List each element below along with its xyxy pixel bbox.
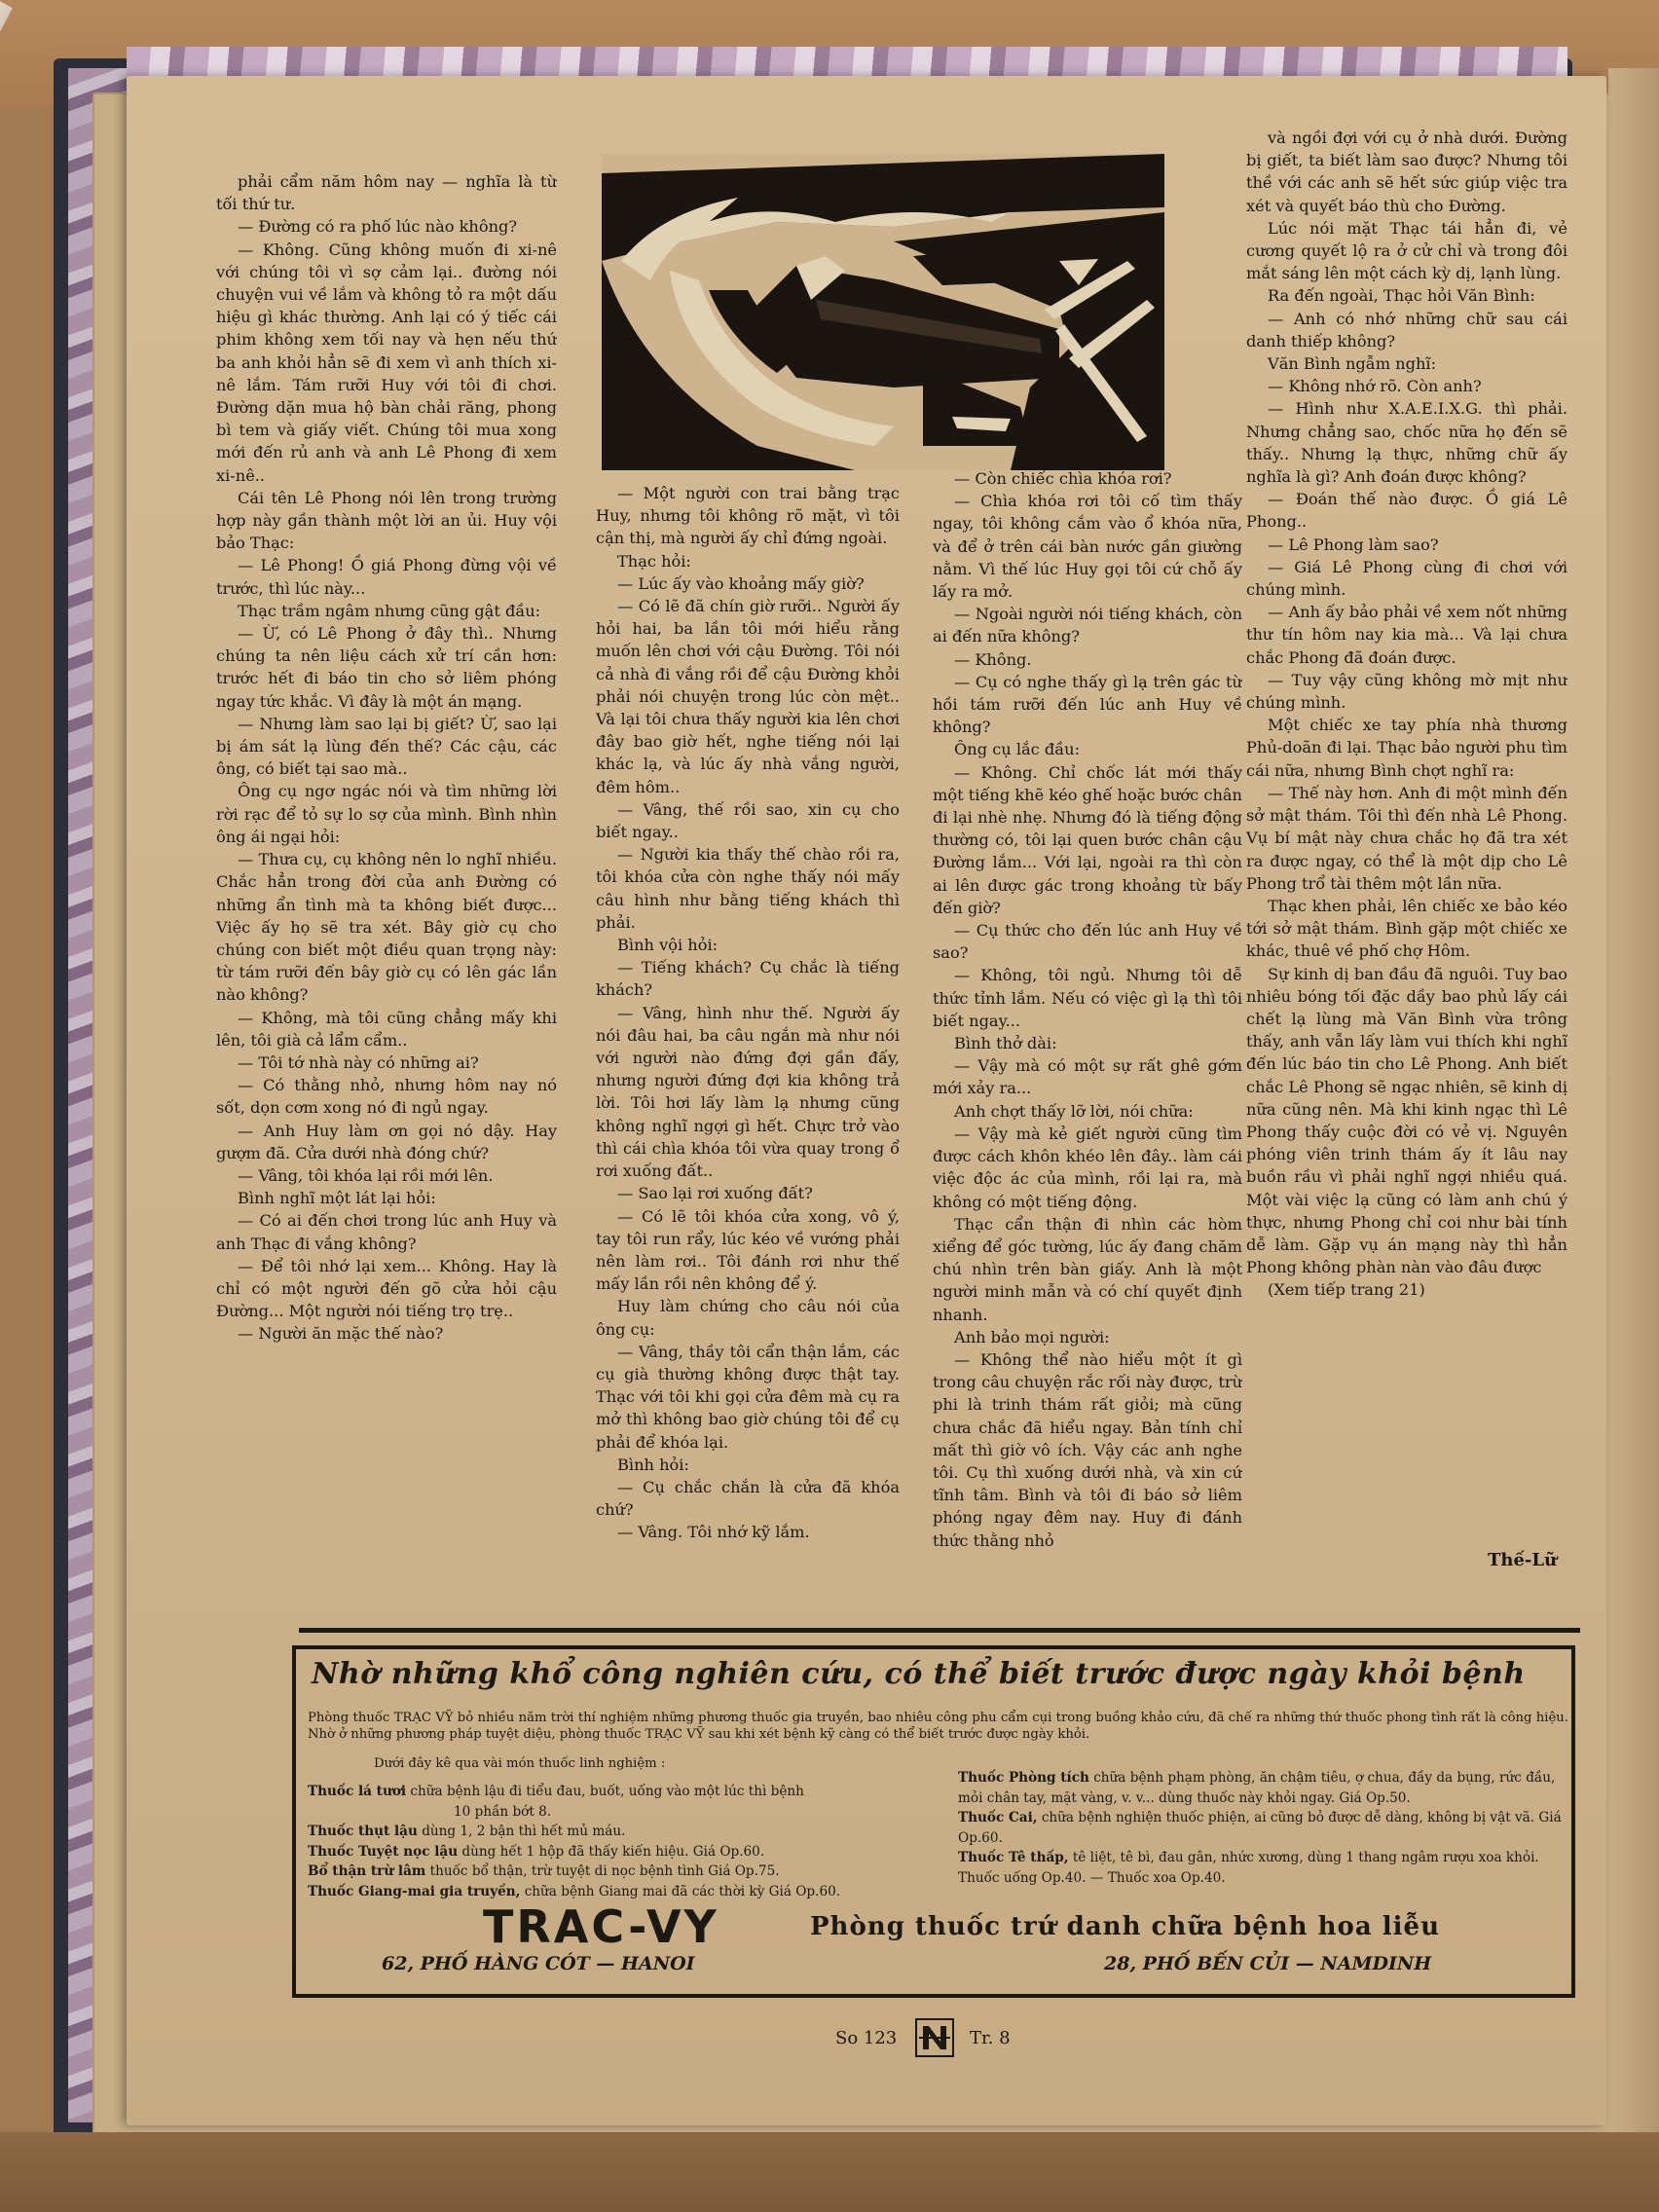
article-paragraph: Thạc trầm ngâm nhưng cũng gật đầu: (238, 601, 541, 620)
remedy-name: Thuốc Tê thấp, (958, 1850, 1069, 1865)
article-paragraph: Thạc cẩn thận đi nhìn các hòm xiểng để góc tường, lúc ấy đang chăm chú nhìn trên bàn giấy. Anh là một người minh mẫn và có chí quyết định nhanh. (933, 1214, 1242, 1324)
remedy-description: 10 phần bớt 8. (454, 1803, 552, 1820)
article-paragraph: Ra đến ngoài, Thạc hỏi Văn Bình: (1268, 286, 1535, 306)
address-hanoi: 62, PHỐ HÀNG CÓT — HANOI (382, 1953, 695, 1974)
article-paragraph: Huy làm chứng cho câu nói của ông cụ: (596, 1297, 900, 1339)
remedy-name: Thuốc Cai, (958, 1810, 1038, 1825)
article-paragraph: Văn Bình ngẫm nghĩ: (1268, 354, 1437, 374)
article-column-3 (933, 467, 1242, 1611)
advertisement-box (292, 1645, 1575, 1998)
article-paragraph: — Không thể nào hiểu một ít gì trong câu chuyện rắc rối này được, trừ phi là trinh thám rất giỏi; mà cũng chưa chắc đã hiểu ngay. Bản tính chỉ mất thì giờ vô ích. Vậy các anh nghe tôi. Cụ thì xuống dưới nhà, và xin cứ tĩnh tâm. Bình và tôi đi báo sở liêm phóng ngay đêm nay. Huy đi đánh thức thằng nhỏ (933, 1349, 1242, 1550)
article-paragraph: — Người kia thấy thế chào rồi ra, tôi khóa cửa còn nghe thấy nói mấy câu hình như bằng tiếng khách thì phải. (596, 845, 900, 932)
article-paragraph: — Sao lại rơi xuống đất? (617, 1184, 813, 1203)
article-paragraph: — Có lẽ tôi khóa cửa xong, vô ý, tay tôi run rẩy, lúc kéo về vướng phải nên làm rơi.. Tôi đánh rơi như thế mấy lần rồi nên không để ý. (596, 1206, 900, 1294)
article-paragraph: — Đoán thế nào được. Ồ giá Lê Phong.. (1246, 490, 1567, 532)
remedy-name: Thuốc thụt lậu (308, 1824, 418, 1839)
article-paragraph: — Cụ thức cho đến lúc anh Huy về sao? (933, 921, 1242, 963)
article-paragraph: — Lúc ấy vào khoảng mấy giờ? (617, 573, 865, 593)
article-column-4 (1246, 127, 1567, 1587)
remedy-item (958, 1768, 1571, 1808)
ad-headline: Nhờ những khổ công nghiên cứu, có thể biết trước được ngày khỏi bệnh (312, 1657, 1526, 1691)
remedy-item (308, 1822, 931, 1842)
article-paragraph: — Anh có nhớ những chữ sau cái danh thiếp không? (1246, 309, 1567, 350)
article-paragraph: Bình hỏi: (617, 1455, 689, 1474)
remedy-item (958, 1848, 1571, 1888)
article-paragraph: — Không, tôi ngủ. Nhưng tôi dễ thức tỉnh lắm. Nếu có việc gì lạ thì tôi biết ngay... (933, 966, 1242, 1030)
brand-name: TRAC-VY (483, 1900, 719, 1953)
issue-number: So 123 (835, 2028, 898, 2048)
remedy-description: chữa bệnh Giang mai đã các thời kỳ Giá Op.60. (524, 1883, 841, 1899)
article-paragraph: — Để tôi nhớ lại xem... Không. Hay là chỉ có một người đến gõ cửa hỏi cậu Đường... Một người nói tiếng trọ trẹ.. (216, 1256, 557, 1321)
article-paragraph: — Cụ có nghe thấy gì lạ trên gác từ hồi tám rưỡi đến lúc anh Huy về không? (933, 672, 1242, 737)
article-paragraph: — Thưa cụ, cụ không nên lo nghĩ nhiều. Chắc hẳn trong đời của anh Đường có những ẩn tình mà ta không biết được... Việc ấy họ sẽ tra xét. Bây giờ cụ cho chúng con biết một điều quan trọng này: từ tám rưỡi đến bây giờ cụ có lên gác lần nào không? (216, 850, 557, 1005)
article-paragraph: (Xem tiếp trang 21) (1268, 1280, 1425, 1300)
remedy-item (308, 1882, 931, 1902)
article-paragraph: Thạc khen phải, lên chiếc xe bảo kéo tới sở mật thám. Bình gặp một chiếc xe khác, thuê về phố chợ Hôm. (1246, 896, 1567, 961)
woodcut-illustration (602, 154, 1164, 470)
article-paragraph: — Hình như X.A.E.I.X.G. thì phải. Nhưng chẳng sao, chốc nữa họ đến sẽ thấy.. Nhưng lạ thực, những chữ ấy nghĩa là gì? Anh đoán được không? (1246, 399, 1567, 487)
remedy-description: chữa bệnh lậu đi tiểu đau, buốt, uống vào một lúc thì bệnh (410, 1784, 804, 1799)
remedy-description: chữa bệnh phạm phòng, ăn chậm tiêu, ợ chua, đầy da bụng, rức đầu, mỏi chân tay, mặt vàng, v. v... dùng thuốc này khỏi ngay. Giá Op.50. (958, 1770, 1556, 1806)
page-number: Tr. 8 (970, 2028, 1011, 2048)
article-paragraph: — Nhưng làm sao lại bị giết? Ừ, sao lại bị ám sát lạ lùng đến thế? Các cậu, các ông, có biết tại sao mà.. (216, 714, 557, 779)
remedy-item (308, 1842, 931, 1862)
article-paragraph: — Tiếng khách? Cụ chắc là tiếng khách? (596, 958, 900, 1000)
article-paragraph: — Còn chiếc chìa khóa rơi? (954, 469, 1172, 488)
remedy-description: chữa bệnh nghiện thuốc phiện, ai cũng bỏ được dễ dàng, không bị vật vã. Giá Op.60. (958, 1810, 1562, 1846)
ad-subintro: Dưới đây kê qua vài món thuốc linh nghiệm : (374, 1756, 666, 1771)
remedy-description: tê liệt, tê bì, đau gân, nhức xương, dùng 1 thang ngâm rượu xoa khỏi. Thuốc uống Op.40. — Thuốc xoa Op.40. (958, 1850, 1539, 1886)
article-paragraph: — Ngoài người nói tiếng khách, còn ai đến nữa không? (933, 605, 1242, 646)
article-paragraph: — Đường có ra phố lúc nào không? (238, 217, 518, 237)
article-paragraph: — Có lẽ đã chín giờ rưỡi.. Người ấy hỏi hai, ba lần tôi mới hiểu rằng muốn lên chơi với cậu Đường. Tôi nói cả nhà đi vắng rồi để cậu Đường khỏi phải nói chuyện trong lúc còn mệt.. Và lại tôi chưa thấy người kia lên chơi đây bao giờ hết, nghe tiếng nói lại khác lạ, và lúc ấy nhà vắng người, đêm hôm.. (596, 597, 900, 796)
article-paragraph: — Anh ấy bảo phải về xem nốt những thư tín hôm nay kia mà... Và lại chưa chắc Phong đã đoán được. (1246, 603, 1567, 667)
article-paragraph: — Lê Phong! Ồ giá Phong đừng vội về trước, thì lúc này... (216, 556, 557, 598)
article-paragraph: Anh bảo mọi người: (954, 1327, 1110, 1346)
article-paragraph: Bình nghĩ một lát lại hỏi: (238, 1189, 436, 1208)
article-paragraph: Bình vội hỏi: (617, 936, 719, 955)
article-paragraph: Lúc nói mặt Thạc tái hẳn đi, vẻ cương quyết lộ ra ở cử chỉ và trong đôi mắt sáng lên một cách kỳ dị, lạnh lùng. (1246, 218, 1567, 283)
article-paragraph: — Tuy vậy cũng không mờ mịt như chúng mình. (1246, 670, 1567, 713)
article-paragraph: Cái tên Lê Phong nói lên trong trường hợp này gần thành một lời an ủi. Huy vội bảo Thạc: (216, 488, 557, 553)
article-paragraph: — Giá Lê Phong cùng đi chơi với chúng mình. (1246, 557, 1567, 600)
remedy-name: Thuốc Tuyệt nọc lậu (308, 1843, 459, 1860)
article-paragraph: — Anh Huy làm ơn gọi nó dậy. Hay gượm đã. Cửa dưới nhà đóng chứ? (216, 1121, 557, 1162)
article-paragraph: — Tôi tớ nhà này có những ai? (238, 1052, 479, 1072)
article-paragraph: — Không. Cũng không muốn đi xi-nê với chúng tôi vì sợ cảm lại.. đường nói chuyện vui về lắm và không tỏ ra một dấu hiệu gì khác thường. Anh lại có ý tiếc cái phim không xem tối nay và hẹn nếu thứ ba anh khỏi hẳn sẽ đi xem vì anh thích xi-nê lắm. Tám rưỡi Huy với tôi đi chơi. Đường dặn mua hộ bàn chải răng, phong bì tem và giấy viết. Chúng tôi mua xong mới đến rủ anh và anh Lê Phong đi xem xi-nê.. (216, 240, 557, 485)
article-paragraph: — Có ai đến chơi trong lúc anh Huy và anh Thạc đi vắng không? (216, 1211, 557, 1253)
article-paragraph: — Vâng, thầy tôi cẩn thận lắm, các cụ già thường không được thật tay. Thạc với tôi khi gọi cửa đêm mà cụ ra mở thì không bao giờ chúng tôi để cụ phải để khóa lại. (596, 1342, 900, 1452)
article-paragraph: Thạc hỏi: (617, 551, 691, 571)
remedy-name: Thuốc Giang-mai gia truyền, (308, 1883, 521, 1899)
article-paragraph: Một chiếc xe tay phía nhà thương Phủ-doãn đi lại. Thạc bảo người phu tìm cái nữa, nhưng Bình chợt nghĩ ra: (1246, 716, 1567, 780)
remedy-item (308, 1782, 931, 1802)
remedy-list-left (308, 1782, 931, 1901)
ad-intro: Phòng thuốc TRẠC VỸ bỏ nhiều năm trời thí nghiệm những phương thuốc gia truyền, bao nhiêu công phu cẩm cụi trong buồng khảo cứu, đã chế ra những thứ thuốc phong tình rất là công hiệu. Nhờ ở những phương pháp tuyệt diệu, phòng thuốc TRẠC VỸ sau khi xét bệnh kỹ càng có thể biết trước được ngày khỏi. (308, 1711, 1568, 1742)
address-namdinh: 28, PHỐ BẾN CỦI — NAMDINH (1104, 1953, 1432, 1974)
article-paragraph: — Vâng, thế rồi sao, xin cụ cho biết ngay.. (596, 799, 900, 842)
article-paragraph: — Cụ chắc chắn là cửa đã khóa chứ? (596, 1477, 900, 1520)
article-paragraph: Anh chợt thấy lỡ lời, nói chữa: (954, 1101, 1194, 1121)
remedy-name: Thuốc lá tươi (308, 1784, 407, 1799)
article-paragraph: — Không, mà tôi cũng chẳng mấy khi lên, tôi già cả lẩm cẩm.. (216, 1008, 557, 1050)
article-paragraph: — Vậy mà có một sự rất ghê gớm mới xảy ra... (933, 1056, 1242, 1098)
article-paragraph: — Không nhớ rõ. Còn anh? (1268, 377, 1482, 396)
article-paragraph: — Người ăn mặc thế nào? (238, 1324, 444, 1344)
article-paragraph: — Vâng, hình như thế. Người ấy nói đâu hai, ba câu ngắn mà như nói với người nào đứng đợi gần đấy, nhưng người đứng đợi kia không trả lời. Tôi hơi lấy làm lạ nhưng cũng không nghĩ ngợi gì hết. Chực trở vào thì cái chìa khóa tôi vừa quay trong ổ rơi xuống đất.. (596, 1003, 900, 1181)
remedy-item (958, 1808, 1571, 1848)
article-paragraph: — Vậy mà kẻ giết người cũng tìm được cách khôn khéo lên đây.. làm cái việc độc ác của mình, rồi lại ra, mà không có một tiếng động. (933, 1124, 1242, 1211)
article-paragraph: — Không. Chỉ chốc lát mới thấy một tiếng khẽ kéo ghế hoặc bước chân đi lại nhè nhẹ. Nhưng đó là tiếng động thường có, tôi lại quen bước chân cậu Đường lắm... Với lại, ngoài ra thì còn ai lên được gác trong khoảng từ bấy đến giờ? (933, 762, 1242, 917)
article-paragraph: — Vâng. Tôi nhớ kỹ lắm. (617, 1523, 810, 1542)
right-page-edge (1608, 68, 1659, 2132)
remedy-description: dùng hết 1 hộp đã thấy kiến hiệu. Giá Op.60. (461, 1843, 765, 1860)
article-paragraph: — Không. (954, 649, 1032, 669)
article-paragraph: — Có thằng nhỏ, nhưng hôm nay nó sốt, dọn cơm xong nó đi ngủ ngay. (216, 1076, 557, 1118)
remedy-item (308, 1802, 931, 1823)
horizontal-rule (299, 1628, 1580, 1633)
remedy-description: thuốc bổ thận, trừ tuyệt di nọc bệnh tình Giá Op.75. (429, 1863, 780, 1879)
article-paragraph: — Thế này hơn. Anh đi một mình đến sở mật thám. Tôi thì đến nhà Lê Phong. Vụ bí mật này chưa chắc họ đã tra xét ra được ngay, có thể là một dịp cho Lê Phong trổ tài thêm một lần nữa. (1246, 783, 1567, 893)
article-column-2 (596, 482, 900, 1611)
article-column-1 (216, 170, 557, 1611)
remedy-item (308, 1862, 931, 1882)
remedy-name: Thuốc Phòng tích (958, 1770, 1089, 1786)
remedy-list-right (958, 1768, 1571, 1888)
remedy-name: Bổ thận trừ lâm (308, 1863, 426, 1879)
article-paragraph: và ngồi đợi với cụ ở nhà dưới. Đường bị giết, ta biết làm sao được? Nhưng tôi thề với các anh sẽ hết sức giúp việc tra xét và quyết báo thù cho Đường. (1246, 129, 1567, 215)
article-paragraph: Ông cụ ngơ ngác nói và tìm những lời rời rạc để tỏ sự lo sợ của mình. Bình nhìn ông ái ngại hỏi: (216, 782, 557, 846)
author-signature: Thế-Lữ (1488, 1550, 1558, 1570)
brand-tagline: Phòng thuốc trứ danh chữa bệnh hoa liễu (810, 1912, 1440, 1941)
article-paragraph: — Chìa khóa rơi tôi cố tìm thấy ngay, tôi không cắm vào ổ khóa nữa, và để ở trên cái bàn nước gần giường nằm. Vì thế lúc Huy gọi tôi cứ chỗ ấy lấy ra mở. (933, 492, 1242, 602)
article-paragraph: — Một người con trai bằng trạc Huy, nhưng tôi không rõ mặt, vì tôi cận thị, mà người ấy chỉ đứng ngoài. (596, 484, 900, 548)
article-paragraph: — Ừ, có Lê Phong ở đây thì.. Nhưng chúng ta nên liệu cách xử trí cần hơn: trước hết đi báo tin cho sở liêm phóng ngay tức khắc. Vì đây là một án mạng. (216, 624, 557, 711)
article-paragraph: Ông cụ lắc đầu: (954, 740, 1081, 759)
newspaper-logo-icon (915, 2018, 954, 2057)
article-paragraph: — Lê Phong làm sao? (1268, 535, 1439, 554)
article-paragraph: Sự kinh dị ban đầu đã nguôi. Tuy bao nhiêu bóng tối đặc dầy bao phủ lấy cái chết lạ lùng mà Văn Bình vừa trông thấy, anh vẫn lấy làm vui thích khi nghĩ đến lúc báo tin cho Lê Phong. Anh biết chắc Lê Phong sẽ ngạc nhiên, sẽ kinh dị nữa cũng nên. Mà khi kinh ngạc thì Lê Phong thấy cuộc đời có vẻ vị. Nguyên phóng viên trinh thám ấy ít lâu nay buồn rầu vì phải nghĩ ngợi nhiều quá. Một vài việc lạ cũng có làm anh chú ý thực, nhưng Phong chỉ coi như bài tính dễ làm. Gặp vụ án mạng này thì hẳn Phong không phàn nàn vào đâu được (1246, 964, 1567, 1277)
remedy-description: dùng 1, 2 bận thì hết mủ máu. (422, 1824, 626, 1839)
article-paragraph: phải cẩm năm hôm nay — nghĩa là từ tối thứ tư. (216, 172, 557, 214)
article-paragraph: Bình thở dài: (954, 1034, 1057, 1053)
desk-background-bottom (0, 2132, 1659, 2212)
article-paragraph: — Vâng, tôi khóa lại rồi mới lên. (238, 1165, 494, 1185)
